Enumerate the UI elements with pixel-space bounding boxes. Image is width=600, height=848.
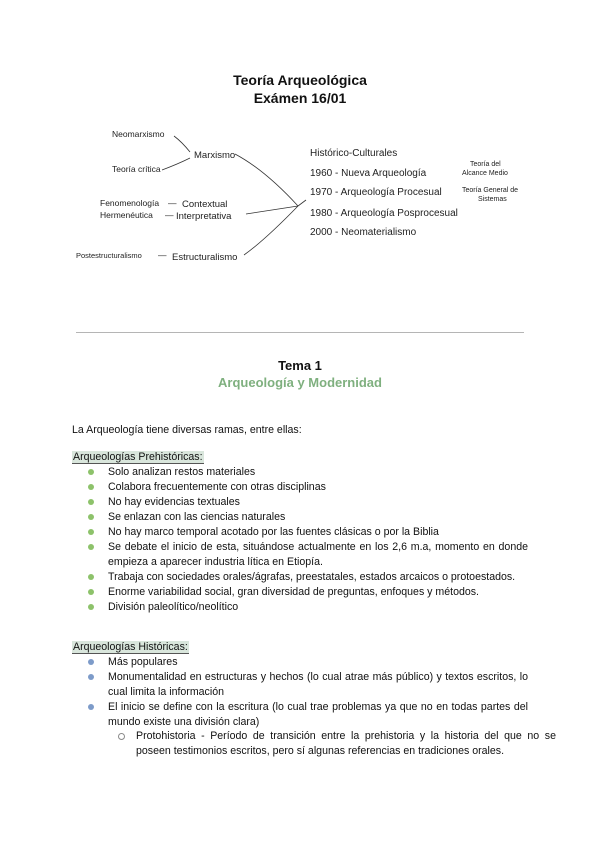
timeline-item-0: Histórico-Culturales	[310, 148, 398, 159]
prehistoricas-heading: Arqueologías Prehistóricas:	[73, 451, 203, 463]
label-interpretativa: Interpretativa	[176, 211, 232, 222]
historicas-subitem: Protohistoria - Período de transición entre la prehistoria y la historia del que no se poseen testimonios escritos, pero sí algunas referencias en tradiciones orales.	[108, 729, 556, 759]
dash-1: —	[168, 198, 177, 208]
timeline-item-4: 2000 - Neomaterialismo	[310, 227, 417, 238]
note-alcance-medio-2: Alcance Medio	[462, 170, 508, 177]
hollow-bullet-icon	[118, 733, 125, 740]
bullet-icon	[88, 514, 94, 520]
bullet-icon	[88, 469, 94, 475]
list-item: Solo analizan restos materiales	[72, 465, 528, 480]
exam-date: Exámen 16/01	[253, 90, 347, 106]
document-title: Teoría Arqueológica	[233, 72, 367, 88]
bullet-icon	[88, 574, 94, 580]
bullet-icon	[88, 544, 94, 550]
bullet-icon	[88, 674, 94, 680]
dash-2: —	[165, 210, 174, 220]
timeline-item-2: 1970 - Arqueología Procesual	[310, 187, 442, 198]
label-contextual: Contextual	[182, 199, 228, 210]
list-item: El inicio se define con la escritura (lo cual trae problemas ya que no en todas partes del mundo existe una división clara)	[72, 700, 528, 730]
bullet-icon	[88, 659, 94, 665]
section-divider	[76, 332, 524, 333]
list-item: Trabaja con sociedades orales/ágrafas, preestatales, estados arcaicos o protoestados.	[72, 570, 528, 585]
theory-diagram	[70, 122, 540, 272]
label-marxismo: Marxismo	[194, 150, 236, 161]
list-item: División paleolítico/neolítico	[72, 600, 528, 615]
note-sistemas-1: Teoría General de	[462, 187, 519, 194]
note-alcance-medio-1: Teoría del	[470, 161, 501, 168]
label-estructuralismo: Estructuralismo	[172, 252, 238, 263]
historicas-list	[72, 655, 528, 730]
label-fenomenologia: Fenomenología	[100, 198, 160, 208]
list-item: Colabora frecuentemente con otras disciplinas	[72, 480, 528, 495]
timeline-item-3: 1980 - Arqueología Posprocesual	[310, 208, 458, 219]
timeline-item-1: 1960 - Nueva Arqueología	[310, 168, 427, 179]
label-neomarxismo: Neomarxismo	[112, 129, 165, 139]
bullet-icon	[88, 704, 94, 710]
historicas-heading: Arqueologías Históricas:	[73, 641, 188, 653]
list-item: No hay marco temporal acotado por las fuentes clásicas o por la Biblia	[72, 525, 528, 540]
intro-paragraph: La Arqueología tiene diversas ramas, entre ellas:	[72, 424, 302, 436]
dash-3: —	[158, 250, 167, 260]
label-postestructuralismo: Postestructuralismo	[76, 251, 142, 260]
list-item: Se debate el inicio de esta, situándose actualmente en los 2,6 m.a, momento en donde empieza a aparecer industria lítica en Etiopía.	[72, 540, 528, 570]
bullet-icon	[88, 604, 94, 610]
label-teoria-critica: Teoría crítica	[112, 164, 161, 174]
label-hermeneutica: Hermenéutica	[100, 210, 153, 220]
tema-heading: Tema 1	[278, 358, 322, 373]
list-item: Más populares	[72, 655, 528, 670]
list-item: No hay evidencias textuales	[72, 495, 528, 510]
bullet-icon	[88, 484, 94, 490]
note-sistemas-2: Sistemas	[478, 196, 507, 203]
list-item: Monumentalidad en estructuras y hechos (lo cual atrae más público) y textos escritos, lo cual limita la información	[72, 670, 528, 700]
bullet-icon	[88, 529, 94, 535]
list-item: Se enlazan con las ciencias naturales	[72, 510, 528, 525]
prehistoricas-list	[72, 465, 528, 615]
list-item: Enorme variabilidad social, gran diversidad de preguntas, enfoques y métodos.	[72, 585, 528, 600]
bullet-icon	[88, 589, 94, 595]
tema-subtitle: Arqueología y Modernidad	[218, 375, 382, 390]
bullet-icon	[88, 499, 94, 505]
